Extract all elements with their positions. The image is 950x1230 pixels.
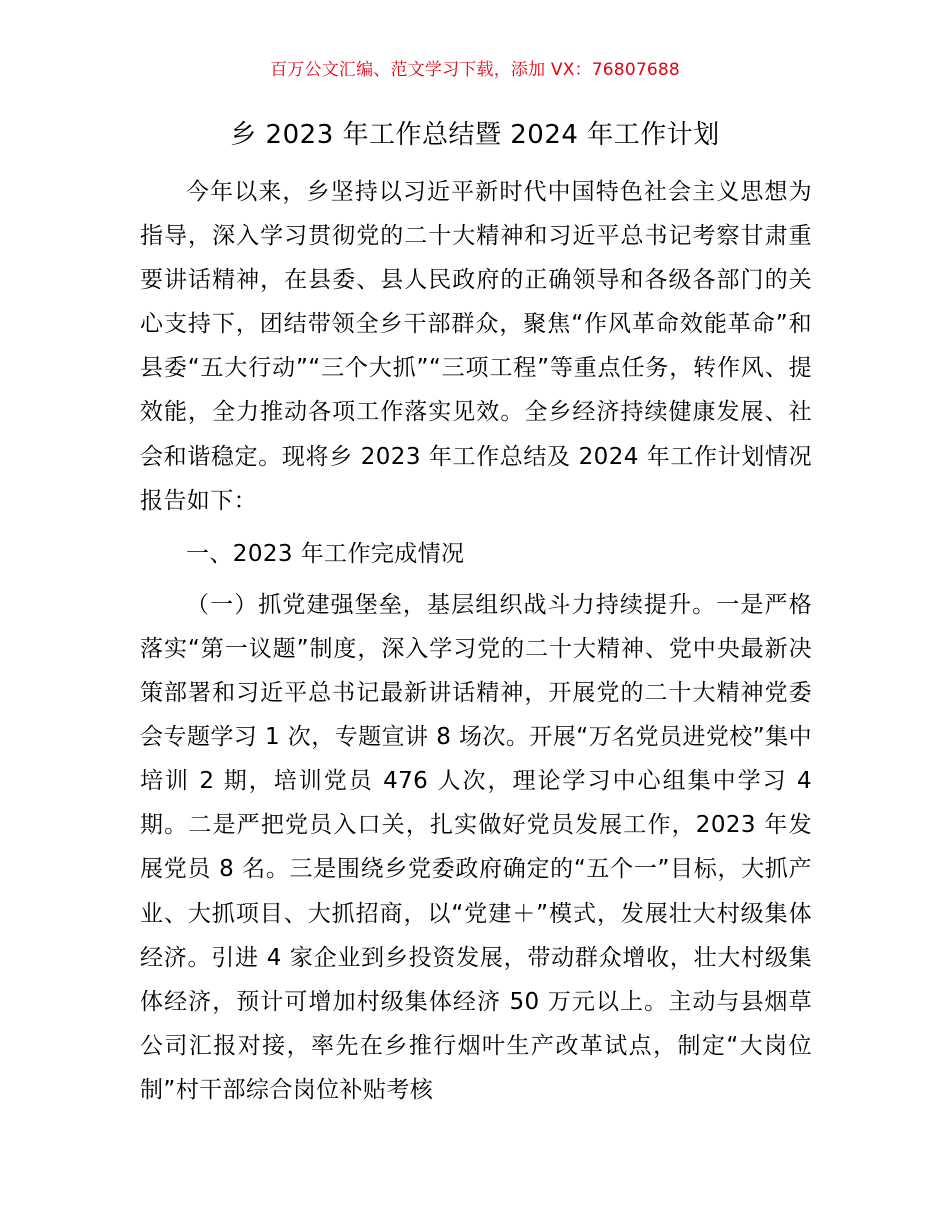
document-title: 乡 2023 年工作总结暨 2024 年工作计划 — [230, 120, 720, 150]
document-body — [140, 170, 812, 1112]
watermark-contact-text: 百万公文汇编、范文学习下载，添加 VX：76807688 — [270, 60, 680, 80]
section-heading-1: 一、2023 年工作完成情况 — [186, 540, 465, 567]
intro-paragraph: 今年以来，乡坚持以习近平新时代中国特色社会主义思想为指导，深入学习贯彻党的二十大精神和习近平总书记考察甘肃重要讲话精神，在县委、县人民政府的正确领导和各级各部门的关心支持下，团结带领全乡干部群众，聚焦“作风革命效能革命”和县委“五大行动”“三个大抓”“三项工程”等重点任务，转作风、提效能，全力推动各项工作落实见效。全乡经济持续健康发展、社会和谐稳定。现将乡 2023 年工作总结及 2024 年工作计划情况报告如下： — [140, 179, 812, 514]
subsection-paragraph-1: （一）抓党建强堡垒，基层组织战斗力持续提升。一是严格落实“第一议题”制度，深入学习党的二十大精神、党中央最新决策部署和习近平总书记最新讲话精神，开展党的二十大精神党委会专题学习 1 次，专题宣讲 8 场次。开展“万名党员进党校”集中培训 2 期，培训党员 476 人次，理论学习中心组集中学习 4 期。二是严把党员入口关，扎实做好党员发展工作，2023 年发展党员 8 名。三是围绕乡党委政府确定的“五个一”目标，大抓产业、大抓项目、大抓招商，以“党建＋”模式，发展壮大村级集体经济。引进 4 家企业到乡投资发展，带动群众增收，壮大村级集体经济，预计可增加村级集体经济 50 万元以上。主动与县烟草公司汇报对接，率先在乡推行烟叶生产改革试点，制定“大岗位制”村干部综合岗位补贴考核 — [140, 591, 812, 1103]
